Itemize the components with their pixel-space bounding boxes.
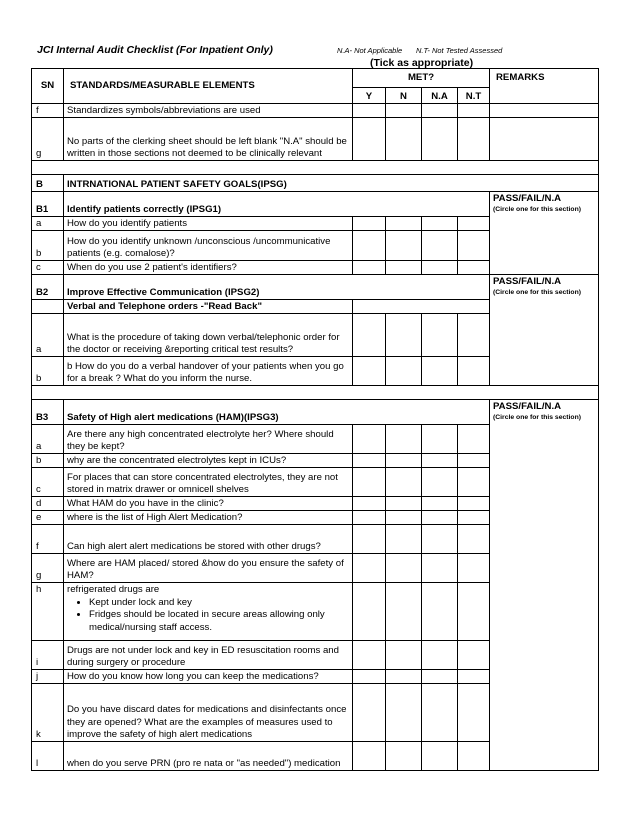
section-sn: B xyxy=(32,175,64,192)
row-text: refrigerated drugs are xyxy=(67,584,160,595)
check-cell[interactable] xyxy=(458,525,490,554)
row-sn: c xyxy=(32,468,64,497)
check-cell[interactable] xyxy=(422,261,458,275)
subsection-title: Safety of High alert medications (HAM)(IPSG3) xyxy=(64,400,490,425)
check-cell[interactable] xyxy=(386,314,422,357)
check-cell[interactable] xyxy=(458,497,490,511)
row-sn: b xyxy=(32,454,64,468)
check-cell[interactable] xyxy=(353,511,386,525)
check-cell[interactable] xyxy=(458,670,490,684)
remarks-cell[interactable] xyxy=(490,104,599,118)
row-text: Standardizes symbols/abbreviations are used xyxy=(64,104,353,118)
row-heading: Verbal and Telephone orders -"Read Back" xyxy=(64,300,353,314)
row-sn: b xyxy=(32,357,64,386)
spacer-row xyxy=(32,386,599,400)
row-sn: i xyxy=(32,641,64,670)
pass-fail-cell[interactable] xyxy=(490,400,599,771)
row-sn xyxy=(32,300,64,314)
table-row xyxy=(32,118,599,161)
check-cell[interactable] xyxy=(386,454,422,468)
row-text: b How do you do a verbal handover of your patients when you go for a break ? What do you inform the nurse. xyxy=(64,357,353,386)
row-sn: f xyxy=(32,104,64,118)
check-cell[interactable] xyxy=(458,261,490,275)
row-sn: f xyxy=(32,525,64,554)
subsection-row xyxy=(32,400,599,425)
subsection-title: Improve Effective Communication (IPSG2) xyxy=(64,275,490,300)
check-cell[interactable] xyxy=(422,104,458,118)
row-text: No parts of the clerking sheet should be left blank "N.A" should be written in those sections not deemed to be clinically relevant xyxy=(64,118,353,161)
col-header-remarks: REMARKS xyxy=(490,69,599,104)
col-header-standards: STANDARDS/MEASURABLE ELEMENTS xyxy=(64,69,353,104)
check-cell[interactable] xyxy=(422,357,458,386)
check-cell[interactable] xyxy=(353,104,386,118)
subsection-row xyxy=(32,192,599,217)
circle-note: (Circle one for this section) xyxy=(493,414,581,422)
remarks-cell[interactable] xyxy=(490,118,599,161)
check-cell[interactable] xyxy=(458,314,490,357)
check-cell[interactable] xyxy=(386,118,422,161)
check-cell[interactable] xyxy=(458,554,490,583)
check-cell[interactable] xyxy=(458,357,490,386)
audit-checklist-table xyxy=(31,68,599,771)
check-cell[interactable] xyxy=(422,684,458,742)
row-sn: l xyxy=(32,742,64,771)
row-sn: b xyxy=(32,231,64,261)
row-text: How do you identify unknown /unconscious /uncommunicative patients (e.g. comalose)? xyxy=(64,231,353,261)
bullet-list xyxy=(67,597,349,634)
col-header-na: N.A xyxy=(422,88,458,104)
check-cell[interactable] xyxy=(386,583,422,641)
pass-fail-cell[interactable] xyxy=(490,192,599,275)
check-cell[interactable] xyxy=(386,231,422,261)
row-sn: e xyxy=(32,511,64,525)
pass-fail-label: PASS/FAIL/N.A xyxy=(493,401,562,412)
check-cell[interactable] xyxy=(353,118,386,161)
check-cell[interactable] xyxy=(458,468,490,497)
check-cell[interactable] xyxy=(386,357,422,386)
check-cell[interactable] xyxy=(386,217,422,231)
check-cell[interactable] xyxy=(458,742,490,771)
check-cell[interactable] xyxy=(353,554,386,583)
check-cell[interactable] xyxy=(386,511,422,525)
check-cell[interactable] xyxy=(422,511,458,525)
row-text: Are there any high concentrated electrolyte her? Where should they be kept? xyxy=(64,425,353,454)
check-cell[interactable] xyxy=(386,670,422,684)
row-sn: c xyxy=(32,261,64,275)
check-cell[interactable] xyxy=(458,231,490,261)
pass-fail-label: PASS/FAIL/N.A xyxy=(493,193,562,204)
check-cell[interactable] xyxy=(422,425,458,454)
check-cell[interactable] xyxy=(458,511,490,525)
circle-note: (Circle one for this section) xyxy=(493,206,581,214)
row-sn: k xyxy=(32,684,64,742)
row-text: where is the list of High Alert Medication? xyxy=(64,511,353,525)
check-cell[interactable] xyxy=(353,641,386,670)
bullet-item: • Fridges should be located in secure areas allowing only medical/nursing staff access. xyxy=(89,609,349,633)
check-cell[interactable] xyxy=(422,670,458,684)
legend-na: N.A- Not Applicable xyxy=(337,46,403,55)
table-row xyxy=(32,104,599,118)
check-cell[interactable] xyxy=(458,118,490,161)
check-cell[interactable] xyxy=(422,641,458,670)
empty-cell xyxy=(353,300,490,314)
check-cell[interactable] xyxy=(422,231,458,261)
check-cell[interactable] xyxy=(353,670,386,684)
check-cell[interactable] xyxy=(386,104,422,118)
check-cell[interactable] xyxy=(422,525,458,554)
col-header-y: Y xyxy=(353,88,386,104)
check-cell[interactable] xyxy=(353,454,386,468)
check-cell[interactable] xyxy=(386,641,422,670)
col-header-met: MET? xyxy=(353,69,490,88)
section-row xyxy=(32,175,599,192)
page-title: JCI Internal Audit Checklist (For Inpatient Only) xyxy=(37,44,273,56)
col-header-nt: N.T xyxy=(458,88,490,104)
row-text: How do you identify patients xyxy=(64,217,353,231)
check-cell[interactable] xyxy=(353,425,386,454)
check-cell[interactable] xyxy=(353,217,386,231)
check-cell[interactable] xyxy=(386,554,422,583)
check-cell[interactable] xyxy=(422,217,458,231)
check-cell[interactable] xyxy=(353,497,386,511)
row-text-cell xyxy=(64,583,353,641)
row-sn: h xyxy=(32,583,64,641)
pass-fail-label: PASS/FAIL/N.A xyxy=(493,276,562,287)
circle-note: (Circle one for this section) xyxy=(493,289,581,297)
spacer-row xyxy=(32,161,599,175)
check-cell[interactable] xyxy=(422,118,458,161)
tick-note: (Tick as appropriate) xyxy=(370,57,474,69)
check-cell[interactable] xyxy=(458,454,490,468)
check-cell[interactable] xyxy=(353,525,386,554)
check-cell[interactable] xyxy=(422,454,458,468)
pass-fail-cell[interactable] xyxy=(490,275,599,386)
row-sn: a xyxy=(32,217,64,231)
subsection-sn: B2 xyxy=(32,275,64,300)
subsection-title: Identify patients correctly (IPSG1) xyxy=(64,192,490,217)
row-text: Drugs are not under lock and key in ED resuscitation rooms and during surgery or procedure xyxy=(64,641,353,670)
check-cell[interactable] xyxy=(458,425,490,454)
row-text: What is the procedure of taking down verbal/telephonic order for the doctor or receiving &reporting critical test results? xyxy=(64,314,353,357)
check-cell[interactable] xyxy=(353,468,386,497)
subsection-sn: B1 xyxy=(32,192,64,217)
check-cell[interactable] xyxy=(386,425,422,454)
legend-nt: N.T- Not Tested Assessed xyxy=(416,46,503,55)
check-cell[interactable] xyxy=(353,684,386,742)
row-text: Do you have discard dates for medications and disinfectants once they are opened? What are the examples of measures used to improve the safety of high alert medications xyxy=(64,684,353,742)
row-text: When do you use 2 patient's identifiers? xyxy=(64,261,353,275)
check-cell[interactable] xyxy=(353,357,386,386)
check-cell[interactable] xyxy=(422,314,458,357)
table-header-row xyxy=(32,69,599,88)
check-cell[interactable] xyxy=(386,525,422,554)
row-text: Can high alert alert medications be stored with other drugs? xyxy=(64,525,353,554)
check-cell[interactable] xyxy=(386,261,422,275)
check-cell[interactable] xyxy=(386,684,422,742)
col-header-sn: SN xyxy=(32,69,64,104)
subsection-row xyxy=(32,275,599,300)
row-text: What HAM do you have in the clinic? xyxy=(64,497,353,511)
check-cell[interactable] xyxy=(458,104,490,118)
check-cell[interactable] xyxy=(458,684,490,742)
check-cell[interactable] xyxy=(353,314,386,357)
row-sn: j xyxy=(32,670,64,684)
check-cell[interactable] xyxy=(386,468,422,497)
row-sn: g xyxy=(32,554,64,583)
check-cell[interactable] xyxy=(353,261,386,275)
check-cell[interactable] xyxy=(458,217,490,231)
row-text: when do you serve PRN (pro re nata or "as needed") medication xyxy=(64,742,353,771)
row-text: For places that can store concentrated electrolytes, they are not stored in matrix drawer or omnicell shelves xyxy=(64,468,353,497)
check-cell[interactable] xyxy=(422,554,458,583)
subsection-sn: B3 xyxy=(32,400,64,425)
check-cell[interactable] xyxy=(422,742,458,771)
check-cell[interactable] xyxy=(386,742,422,771)
check-cell[interactable] xyxy=(458,641,490,670)
check-cell[interactable] xyxy=(353,742,386,771)
row-sn: a xyxy=(32,425,64,454)
check-cell[interactable] xyxy=(458,583,490,641)
check-cell[interactable] xyxy=(353,231,386,261)
check-cell[interactable] xyxy=(353,583,386,641)
row-text: why are the concentrated electrolytes kept in ICUs? xyxy=(64,454,353,468)
row-text: How do you know how long you can keep the medications? xyxy=(64,670,353,684)
check-cell[interactable] xyxy=(386,497,422,511)
check-cell[interactable] xyxy=(422,468,458,497)
section-title: INTRNATIONAL PATIENT SAFETY GOALS(IPSG) xyxy=(64,175,599,192)
check-cell[interactable] xyxy=(422,583,458,641)
check-cell[interactable] xyxy=(422,497,458,511)
bullet-item: • Kept under lock and key xyxy=(89,597,349,609)
row-sn: d xyxy=(32,497,64,511)
row-text: Where are HAM placed/ stored &how do you ensure the safety of HAM? xyxy=(64,554,353,583)
row-sn: g xyxy=(32,118,64,161)
col-header-n: N xyxy=(386,88,422,104)
row-sn: a xyxy=(32,314,64,357)
